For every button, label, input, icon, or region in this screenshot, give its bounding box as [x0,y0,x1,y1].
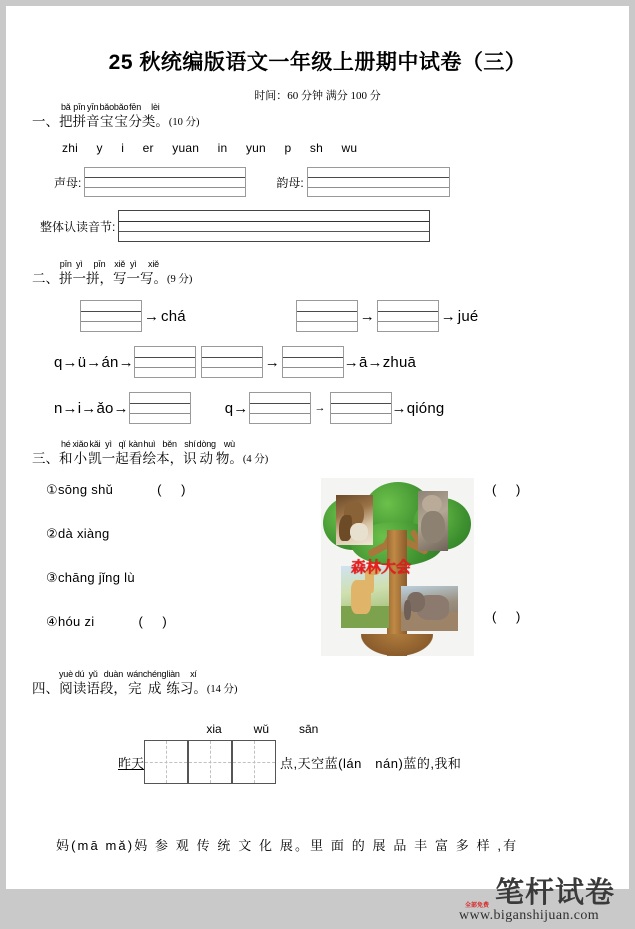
ruby-group: xí 习。 [179,669,207,696]
elephant-trunk [404,600,411,620]
list-item [46,482,193,498]
ruby-group: yì 一 [72,259,86,286]
page-title: 25 秋统编版语文一年级上册期中试卷（三） [108,51,527,74]
ruby-group: shí 识 [183,439,197,466]
forest-illustration [321,478,474,656]
ruby-group: yǔ 语 [86,669,100,696]
ruby-group: dòng 动 [196,439,216,466]
item-number: ③ [46,570,58,585]
elephant-photo [401,586,458,631]
section-three-heading [32,440,603,466]
tree-roots [361,634,433,656]
squirrel-belly [350,523,368,541]
item-number: ④ [46,614,58,629]
ruby-group: qǐ 起 [115,439,129,466]
pinyin-token: er [142,141,154,155]
pinyin-token: yun [245,141,266,155]
section-four-heading [32,670,603,696]
list-item [46,614,193,630]
ruby-group: bǎ 把 [59,102,73,129]
q2-answer-grid[interactable] [296,300,358,332]
section-two-number: 二、 [32,270,59,286]
section-four-ruby-run [59,670,207,696]
ruby-group: dú 读 [72,669,87,696]
section-one-points: (10 分) [168,116,200,128]
section-one-heading [32,103,603,129]
q4-tail-text: 点,天空蓝(lán nán)蓝的,我和 [280,755,462,771]
q4-lead-text: 昨天 [118,755,145,771]
yunmu-label: 韵母: [276,175,304,190]
pinyin-token: wu [341,141,358,155]
character-box[interactable] [188,740,232,784]
ruby-group: hé 和 [59,439,73,466]
arrow-icon: → [359,307,375,325]
q2-suffix: →qióng [391,399,445,417]
ruby-group: bǎo 宝 [99,102,114,129]
list-item [46,570,193,586]
pinyin-token: p [284,141,292,155]
ruby-group: xiǎo 小 [72,439,89,466]
ruby-group: kàn 看 [128,439,143,466]
section-one [32,103,603,242]
q4-paragraph: 妈(mā mǎ)妈 参 观 传 统 文 化 展。里 面 的 展 品 丰 富 多 样 ,有 [56,838,519,853]
answer-blank[interactable]: ( ) [492,609,529,624]
q2-prefix: n→i→ǎo→ [54,399,129,417]
section-two-ruby-run [59,260,167,286]
ruby-group: wù 物。 [215,439,243,466]
pinyin-token-row [32,141,603,155]
section-two [32,260,603,424]
item-label: hóu zi [57,614,95,629]
ruby-group: xiě 写 [113,259,127,286]
item-label: dà xiàng [57,526,110,541]
section-three-number: 三、 [32,450,59,466]
q2-answer-grid[interactable] [377,300,439,332]
item-number: ② [46,526,58,541]
q2-row-1 [32,300,603,332]
q3-body [32,476,603,676]
ruby-group: kǎi 凯 [88,439,102,466]
section-one-number: 一、 [32,113,59,129]
q2-answer-grid[interactable] [201,346,263,378]
item-label: chāng jǐng lù [57,570,135,585]
ruby-group: wán 完 [126,669,143,696]
section-one-ruby-run [59,103,169,129]
yunmu-answer-grid[interactable] [307,167,450,197]
q2-prefix: q→ü→án→ [54,353,134,371]
q2-answer-grid[interactable] [134,346,196,378]
monkey-photo [418,491,448,551]
pinyin-token: in [217,141,228,155]
section-four-number: 四、 [32,680,59,696]
whole-syllable-label: 整体认读音节: [40,219,116,234]
picture-title: 森林大会 [351,559,412,576]
ruby-group: yīn 音 [86,102,100,129]
ruby-group: fēn 分 [128,102,142,129]
section-two-heading [32,260,603,286]
ruby-group: yì 一 [101,439,116,466]
q2-answer-grid[interactable] [249,392,311,424]
pinyin-token: i [121,141,125,155]
ruby-group: yuè 阅 [59,669,73,696]
q2-suffix: →ā→zhuā [343,353,417,371]
ruby-group: huì 绘 [142,439,157,466]
shengmu-answer-grid[interactable] [84,167,246,197]
whole-syllable-answer-grid[interactable] [118,210,430,242]
answer-blank[interactable]: ( ) [157,482,194,497]
q2-target-syllable: jué [457,307,479,325]
watermark-url: www.biganshijuan.com [458,908,600,923]
ruby-group: yì 一 [126,259,140,286]
arrow-icon: → [144,307,159,325]
section-two-points: (9 分) [167,273,193,285]
q2-answer-grid[interactable] [80,300,142,332]
ruby-group: duàn 段， [99,669,127,696]
pinyin-token: yuan [172,141,200,155]
q2-row-2 [32,346,603,378]
q3-animal-list [46,482,193,658]
ruby-group: chéng 成 [142,669,167,696]
section-four [32,670,603,856]
ruby-group: lèi 类。 [141,102,169,129]
ruby-group: pīn 拼 [59,259,73,286]
arrow-icon: → [264,353,280,371]
q2-answer-grid[interactable] [330,392,392,424]
box-pinyin: wǔ [253,722,270,736]
pinyin-token: sh [309,141,323,155]
q4-box-pinyin-row [32,722,603,736]
arrow-icon: → [440,307,456,325]
ruby-group: bǎo 宝 [113,102,129,129]
section-four-points: (14 分) [206,683,238,695]
box-pinyin: sān [299,722,319,736]
exam-meta: 时间：60 分钟 满分 100 分 [254,90,381,102]
box-pinyin: xia [206,722,222,736]
watermark-free-badge: 全部免费 [464,903,489,909]
character-box[interactable] [144,740,188,784]
ruby-group: liàn 练 [166,669,180,696]
q2-target-syllable: chá [161,307,186,325]
q4-sentence-row [32,740,603,784]
paper-sheet [6,46,629,929]
section-three-ruby-run [59,440,243,466]
shengmu-label: 声母: [54,175,82,190]
q2-mid-prefix: q→ [224,399,249,417]
item-number: ① [46,482,58,497]
q2-answer-grid[interactable] [282,346,344,378]
q3-right-blanks [492,482,528,624]
item-label: sōng shǔ [57,482,114,497]
character-box[interactable] [232,740,276,784]
ruby-group: xiě 写。 [140,259,167,286]
arrow-icon: → [314,402,326,414]
pinyin-token: y [96,141,103,155]
ruby-group: běn 本， [156,439,184,466]
list-item [46,526,193,542]
ruby-group: pīn 拼 [72,102,86,129]
watermark-brand: 笔杆试卷 [494,877,615,909]
answer-blank[interactable]: ( ) [492,482,529,497]
q2-row-3 [32,392,603,424]
section-three [32,440,603,676]
watermark [459,878,615,923]
monkey-body [421,511,445,543]
q2-answer-grid[interactable] [129,392,191,424]
pinyin-token: zhi [62,141,78,155]
answer-blank[interactable]: ( ) [138,614,175,629]
shengmu-yunmu-row [32,167,603,197]
squirrel-photo [336,495,373,545]
ruby-group: pīn 拼， [86,259,113,286]
section-three-points: (4 分) [242,453,269,465]
whole-syllable-row [32,210,603,242]
